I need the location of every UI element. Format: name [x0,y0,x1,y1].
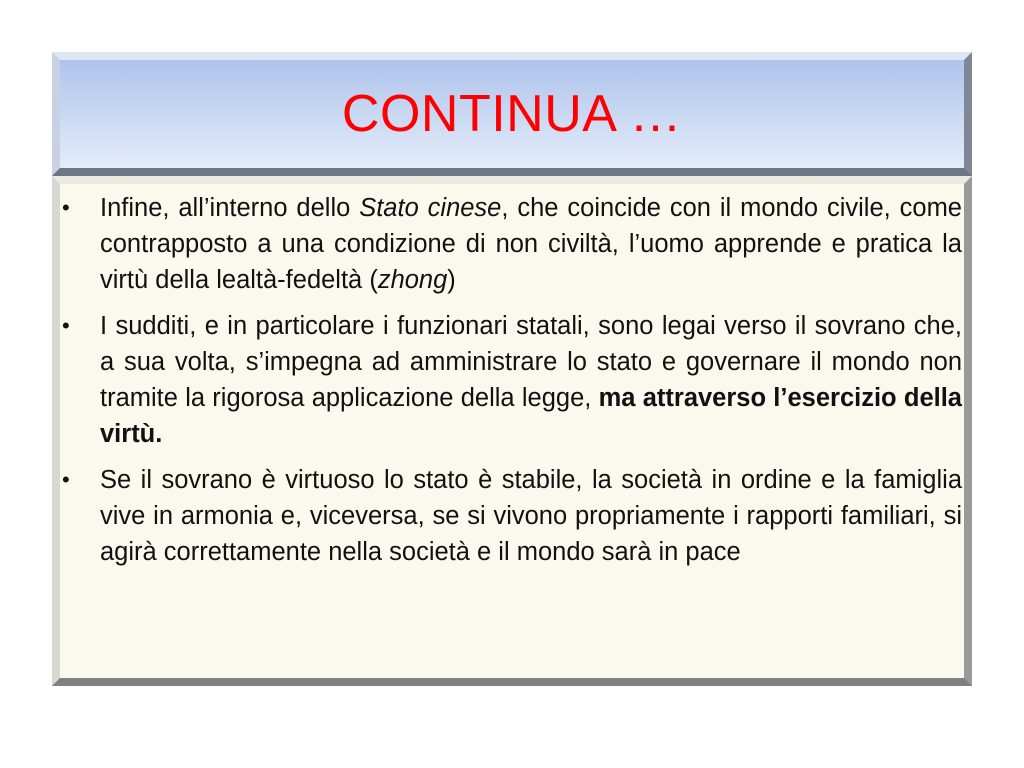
title-banner [52,52,972,176]
bullet-2-text-a: I sudditi, e in particolare i funzionari statali, sono legai verso il sovrano che, a sua volta, s’impegna ad amministrare lo stato e governare il mondo non tramite la rigorosa applicazione della legge, [100,312,962,412]
bullet-1-text-a: Infine, all’interno dello [100,194,360,222]
bullet-item-3 [60,462,964,570]
bullet-icon: • [62,195,70,220]
content-panel [52,176,972,686]
bullet-1-text-b: , che coincide con il mondo civile, come contrapposto a una condizione di non civiltà, l’uomo apprende e pratica la virtù della lealtà-fedeltà ( [100,194,962,294]
bullet-1-italic-stato-cinese: Stato cinese [359,194,502,222]
bullet-1-italic-zhong: zhong [377,266,448,294]
slide-title: CONTINUA … [341,85,683,143]
bullet-text-1 [100,190,962,298]
bullet-text-3 [100,462,962,570]
bullet-item-1 [60,190,964,298]
bullet-icon: • [62,313,70,338]
bullet-1-text-c: ) [447,266,456,294]
bullet-3-text-a: Se il sovrano è virtuoso lo stato è stabile, la società in ordine e la famiglia vive in armonia e, viceversa, se si vivono propriamente i rapporti familiari, si agirà correttamente nella società e il mondo sarà in pace [100,466,962,566]
bullet-item-2 [60,308,964,452]
bullet-icon: • [62,467,70,492]
bullet-list [60,190,964,580]
bullet-2-bold-virtu: ma attraverso l’esercizio della virtù. [100,384,962,448]
bullet-text-2 [100,308,962,452]
